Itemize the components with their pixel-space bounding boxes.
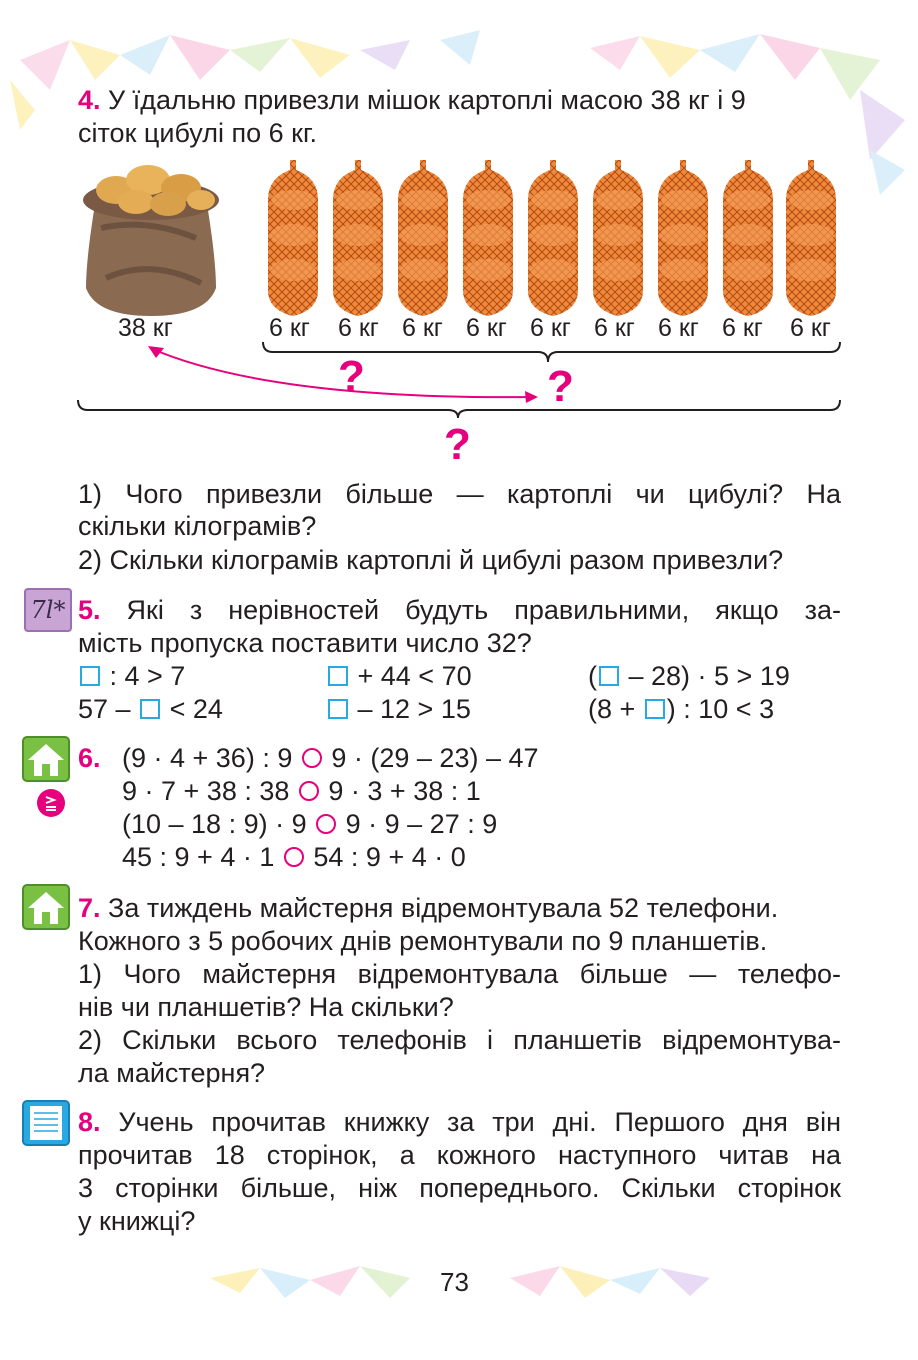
page-number: 73 bbox=[440, 1267, 469, 1297]
compare-circle bbox=[302, 748, 322, 768]
problem-7-number: 7. bbox=[78, 893, 101, 923]
net-weight-label: 6 кг bbox=[402, 314, 443, 342]
inequality-4 bbox=[78, 693, 223, 726]
problem-5-line1 bbox=[78, 594, 841, 627]
net-weight-label: 6 кг bbox=[338, 314, 379, 342]
potato-sack-image bbox=[76, 158, 226, 318]
blank-box bbox=[140, 699, 160, 719]
problem-7-line5: 2) Скільки всього телефонів і планшетів відремонтува- bbox=[78, 1025, 841, 1055]
net-weight-label: 6 кг bbox=[594, 314, 635, 342]
comparison-right: 9 · 3 + 38 : 1 bbox=[328, 776, 481, 806]
inequality-text: (8 + bbox=[588, 694, 643, 724]
comparison-left: (10 – 18 : 9) · 9 bbox=[122, 809, 307, 839]
problem-7-line4: нів чи планшетів? На скільки? bbox=[78, 992, 454, 1022]
blank-box bbox=[645, 699, 665, 719]
inequality-1 bbox=[78, 660, 185, 693]
home-task-icon bbox=[22, 884, 70, 930]
comparison-left: 45 : 9 + 4 · 1 bbox=[122, 842, 275, 872]
comparison-row bbox=[122, 808, 497, 841]
inequality-5 bbox=[326, 693, 471, 726]
net-weight-label: 6 кг bbox=[269, 314, 310, 342]
blank-box bbox=[328, 666, 348, 686]
comparison-right: 9 · (29 – 23) – 47 bbox=[331, 743, 539, 773]
compare-circle bbox=[299, 781, 319, 801]
blank-box bbox=[328, 699, 348, 719]
comparison-right: 54 : 9 + 4 · 0 bbox=[313, 842, 466, 872]
problem-4-question-1-line2: скільки кілограмів? bbox=[78, 511, 317, 541]
inequality-text: 57 – bbox=[78, 694, 139, 724]
problem-4-question-1-line1: 1) Чого привезли більше — картоплі чи цибулі? На bbox=[78, 479, 841, 509]
comparison-row bbox=[122, 841, 466, 874]
blank-box bbox=[80, 666, 100, 686]
inequality-text: – 12 > 15 bbox=[350, 694, 471, 724]
blank-box bbox=[599, 666, 619, 686]
comparison-right: 9 · 9 – 27 : 9 bbox=[345, 809, 498, 839]
inequality-3 bbox=[588, 660, 790, 693]
logic-task-icon bbox=[24, 588, 72, 632]
problem-5-number: 5. bbox=[78, 595, 101, 625]
problem-8-text-1: Учень прочитав книжку за три дні. Першого дня він bbox=[118, 1107, 841, 1137]
problem-8-line4: у книжці? bbox=[78, 1206, 196, 1236]
problem-6-number-wrap bbox=[78, 742, 101, 775]
net-weight-label: 6 кг bbox=[466, 314, 507, 342]
problem-8-line1 bbox=[78, 1106, 841, 1139]
problem-7-line3: 1) Чого майстерня відремонтувала більше — телефо- bbox=[78, 959, 841, 989]
comparison-left: 9 · 7 + 38 : 38 bbox=[122, 776, 290, 806]
inequality-text: ( bbox=[588, 661, 597, 691]
inequality-text: : 4 > 7 bbox=[102, 661, 186, 691]
question-mark: ? bbox=[338, 352, 365, 401]
problem-4-line2: сіток цибулі по 6 кг. bbox=[78, 118, 317, 148]
net-weight-label: 6 кг bbox=[722, 314, 763, 342]
problem-5-line2: мість пропуска поставити число 32? bbox=[78, 628, 532, 658]
problem-7-line2: Кожного з 5 робочих днів ремонтували по 9 планшетів. bbox=[78, 926, 768, 956]
problem-5-text-1: Які з нерівностей будуть правильними, якщо за- bbox=[126, 595, 841, 625]
problem-4-number: 4. bbox=[78, 85, 101, 115]
notebook-icon bbox=[22, 1100, 70, 1146]
net-weight-label: 6 кг bbox=[530, 314, 571, 342]
compare-circle bbox=[316, 814, 336, 834]
compare-sign-icon bbox=[36, 788, 66, 818]
onion-nets-image bbox=[262, 160, 847, 318]
logic-task-icon-text: 7l* bbox=[30, 596, 66, 624]
comparison-left: (9 · 4 + 36) : 9 bbox=[122, 743, 293, 773]
compare-circle bbox=[284, 847, 304, 867]
problem-4-question-2: 2) Скільки кілограмів картоплі й цибулі разом привезли? bbox=[78, 545, 784, 575]
problem-4-line1 bbox=[78, 84, 746, 117]
inequality-text: + 44 < 70 bbox=[350, 661, 472, 691]
inequality-2 bbox=[326, 660, 472, 693]
inequality-text: – 28) · 5 > 19 bbox=[621, 661, 790, 691]
scheme-braces bbox=[70, 340, 850, 420]
net-weight-label: 6 кг bbox=[790, 314, 831, 342]
problem-6-number: 6. bbox=[78, 743, 101, 773]
problem-7-line6: ла майстерня? bbox=[78, 1058, 266, 1088]
net-weight-label: 6 кг bbox=[658, 314, 699, 342]
comparison-row bbox=[122, 775, 481, 808]
inequality-text: ) : 10 < 3 bbox=[666, 694, 775, 724]
problem-8-number: 8. bbox=[78, 1107, 101, 1137]
problem-4-text-1: У їдальню привезли мішок картоплі масою 38 кг і 9 bbox=[108, 85, 746, 115]
question-mark: ? bbox=[444, 420, 471, 469]
problem-7-line1 bbox=[78, 892, 778, 925]
home-task-icon bbox=[22, 736, 70, 782]
question-mark: ? bbox=[547, 362, 574, 411]
comparison-row bbox=[122, 742, 539, 775]
problem-8-line2: прочитав 18 сторінок, а кожного наступного читав на bbox=[78, 1140, 841, 1170]
inequality-6 bbox=[588, 693, 774, 726]
problem-7-text-1: За тиждень майстерня відремонтувала 52 телефони. bbox=[108, 893, 779, 923]
problem-8-line3: 3 сторінки більше, ніж попереднього. Скільки сторінок bbox=[78, 1173, 841, 1203]
inequality-text: < 24 bbox=[162, 694, 223, 724]
sack-weight-label: 38 кг bbox=[118, 314, 173, 342]
